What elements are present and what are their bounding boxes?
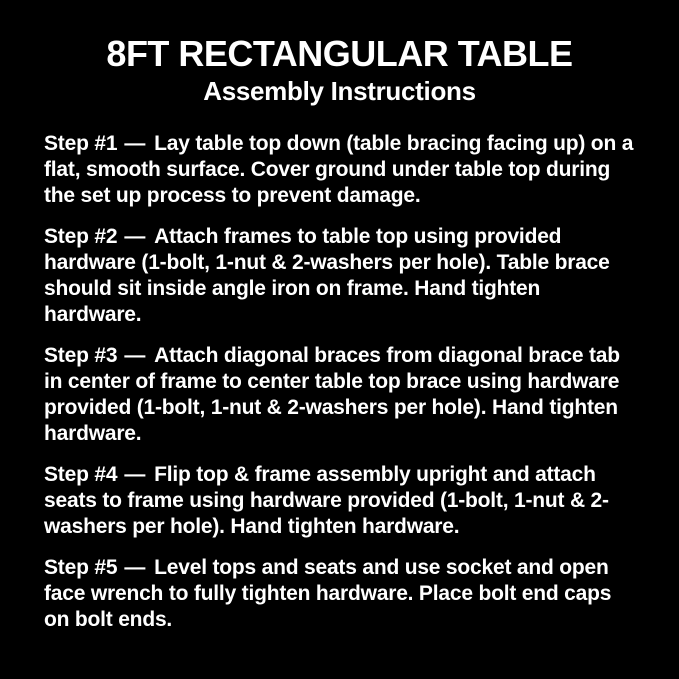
step-4-paragraph	[44, 462, 635, 540]
step-1-dash: —	[124, 132, 146, 156]
step-5-text: Level tops and seats and use socket and open face wrench to fully tighten hardware. Place bolt end caps on bolt ends.	[44, 556, 612, 632]
poster-title: 8FT RECTANGULAR TABLE	[106, 33, 573, 74]
poster-subtitle: Assembly Instructions	[203, 76, 476, 107]
step-3-paragraph	[44, 343, 635, 447]
step-2-text: Attach frames to table top using provided hardware (1-bolt, 1-nut & 2-washers per hole). Table brace should sit inside angle iron on frame. Hand tighten hardware.	[44, 225, 610, 327]
step-4-label: Step #4	[44, 463, 118, 487]
steps-list	[44, 131, 635, 633]
step-2-dash: —	[124, 225, 146, 249]
step-3-dash: —	[124, 344, 146, 368]
step-5-label: Step #5	[44, 556, 118, 580]
step-1-paragraph	[44, 131, 635, 209]
step-2-paragraph	[44, 224, 635, 328]
step-2-label: Step #2	[44, 225, 118, 249]
step-4-dash: —	[124, 463, 146, 487]
step-1-label: Step #1	[44, 132, 118, 156]
step-4-text: Flip top & frame assembly upright and attach seats to frame using hardware provided (1-bolt, 1-nut & 2-washers per hole). Hand tighten hardware.	[44, 463, 609, 539]
step-5-paragraph	[44, 555, 635, 633]
step-3-label: Step #3	[44, 344, 118, 368]
step-1-text: Lay table top down (table bracing facing up) on a flat, smooth surface. Cover ground under table top during the set up process to prevent damage.	[44, 132, 634, 208]
step-3-text: Attach diagonal braces from diagonal brace tab in center of frame to center table top brace using hardware provided (1-bolt, 1-nut & 2-washers per hole). Hand tighten hardware.	[44, 344, 620, 446]
step-5-dash: —	[124, 556, 146, 580]
